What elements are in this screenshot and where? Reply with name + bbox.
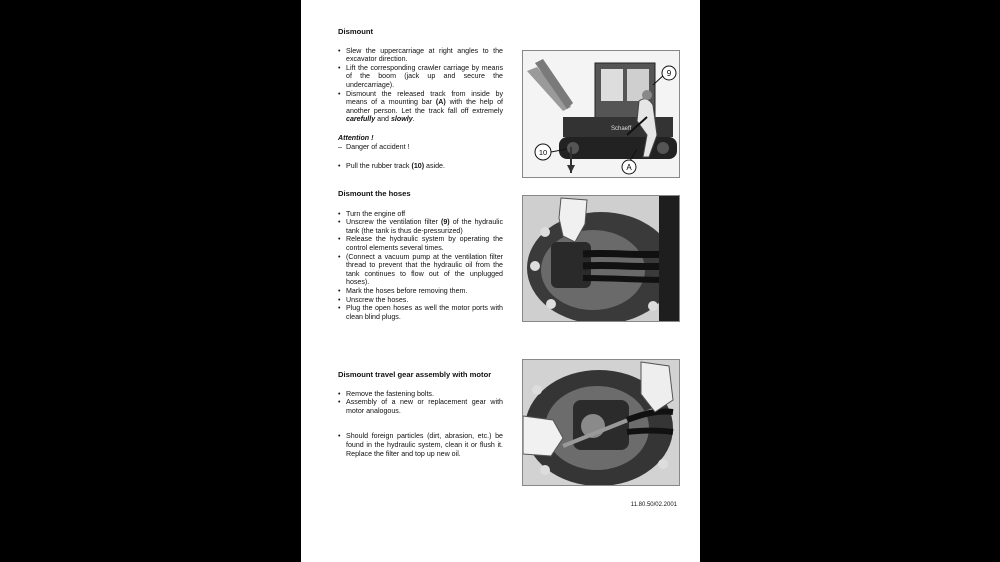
list-item: • Plug the open hoses as well the motor ports with clean blind plugs. xyxy=(338,304,503,321)
figure-travel-gear xyxy=(522,359,680,486)
dismount-steps-2 xyxy=(338,162,503,171)
text-run: (9) xyxy=(441,218,450,227)
travel-gear-steps xyxy=(338,390,503,416)
section-travel-gear xyxy=(338,371,503,458)
callout-label: 10 xyxy=(538,148,548,157)
list-item: • Should foreign particles (dirt, abrasion, etc.) be found in the hydraulic system, clean it or flush it. Replace the filter and top up new oil. xyxy=(338,432,503,458)
text-run: Dismount the released track from inside by means of a mounting bar xyxy=(346,89,503,107)
manual-page xyxy=(301,0,700,562)
callout-label: A xyxy=(626,163,632,172)
figure-excavator xyxy=(522,50,680,178)
list-item xyxy=(338,162,503,171)
callout-a xyxy=(622,160,636,174)
list-item xyxy=(338,218,503,235)
list-item: • Mark the hoses before removing them. xyxy=(338,287,503,296)
hoses-steps xyxy=(338,210,503,322)
section-title: Dismount travel gear assembly with motor xyxy=(338,370,492,379)
section-title: Dismount xyxy=(338,27,374,36)
attention-item: – Danger of accident ! xyxy=(338,143,503,152)
text-run: carefully xyxy=(346,115,376,124)
text-run: Pull the rubber track xyxy=(346,162,412,171)
text-run: and xyxy=(375,115,391,124)
section-title: Dismount the hoses xyxy=(338,189,411,198)
attention-title: Attention ! xyxy=(338,133,374,142)
text-run: Unscrew the ventilation filter xyxy=(346,218,441,227)
excavator-illustration xyxy=(523,51,679,177)
list-item: • Release the hydraulic system by operating the control elements several times. xyxy=(338,235,503,252)
text-run: aside. xyxy=(424,162,445,171)
section-hoses xyxy=(338,190,503,321)
document-code: 11.80.50/02.2001 xyxy=(630,502,677,508)
list-item: • Unscrew the hoses. xyxy=(338,296,503,305)
text-run: slowly xyxy=(390,115,413,124)
dismount-steps xyxy=(338,47,503,124)
brand-label: Schaeff xyxy=(611,126,632,132)
list-item: • Slew the uppercarriage at right angles to the excavator direction. xyxy=(338,47,503,64)
list-item xyxy=(338,90,503,124)
list-item: • Turn the engine off xyxy=(338,210,503,219)
list-item: • Remove the fastening bolts. xyxy=(338,390,503,399)
text-run: of the hydraulic tank (the tank is thus de-pressurized) xyxy=(346,218,503,235)
hoses-illustration xyxy=(523,196,679,321)
callout-9 xyxy=(662,66,676,80)
list-item: • Lift the corresponding crawler carriage by means of the boom (jack up and secure the undercarriage). xyxy=(338,64,503,90)
travel-gear-illustration xyxy=(523,360,679,485)
section-dismount xyxy=(338,28,503,171)
text-run: . xyxy=(412,115,415,124)
callout-label: 9 xyxy=(666,69,672,78)
callout-10 xyxy=(535,144,551,160)
figure-hoses xyxy=(522,195,680,322)
travel-gear-notes xyxy=(338,432,503,458)
text-run: (10) xyxy=(411,162,425,171)
text-run: (A) xyxy=(435,98,446,107)
list-item: • Assembly of a new or replacement gear with motor analogous. xyxy=(338,398,503,415)
text-run: with the help of another person. Let the track fall off extremely xyxy=(346,98,503,115)
list-item: • (Connect a vacuum pump at the ventilation filter thread to prevent that the hydraulic oil from the tank continues to flow out of the unplugged hoses). xyxy=(338,253,503,287)
